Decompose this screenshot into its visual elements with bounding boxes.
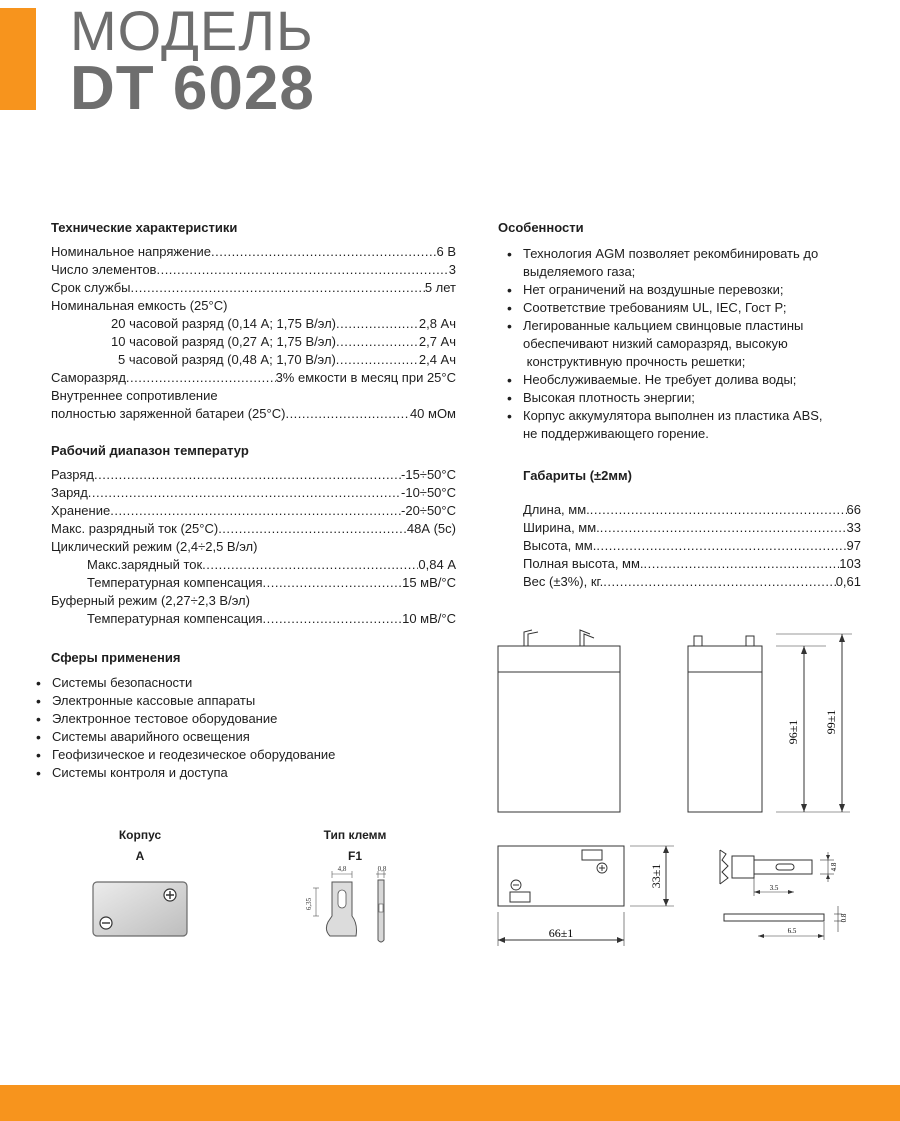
buffer-temp-comp: Температурная компенсация ..... 10 мВ/°С — [87, 610, 456, 628]
dim-row-width: Ширина, мм. ..... 33 — [523, 519, 861, 537]
applications-heading: Сферы применения — [51, 650, 181, 665]
tab-height-label: 4.8 — [830, 862, 838, 872]
terminal-diagram — [300, 864, 410, 954]
minus-terminal-icon — [100, 917, 112, 929]
title-line-1: МОДЕЛЬ — [70, 0, 314, 62]
buffer-heading: Буферный режим (2,27÷2,3 В/эл) — [51, 593, 250, 608]
case-diagram — [88, 876, 192, 942]
tab-thickness-label: 0.8 — [840, 913, 848, 923]
list-item: • Системы контроля и доступа — [36, 764, 335, 782]
footer-bar — [0, 1085, 900, 1121]
list-item: • Легированные кальцием свинцовые пластины обеспечивают низкий саморазряд, высокую конструктивную прочность решетки; — [501, 317, 881, 371]
list-item: • Системы аварийного освещения — [36, 728, 335, 746]
list-item: • Электронные кассовые аппараты — [36, 692, 335, 710]
dim-row-height: Высота, мм. ..... 97 — [523, 537, 861, 555]
temp-row-max-current: Макс. разрядный ток (25°С) ..... 48А (5с) — [51, 520, 456, 538]
accent-bar — [0, 8, 36, 110]
dim-row-total-height: Полная высота, мм. ..... 103 — [523, 555, 861, 573]
spec-row-resistance: полностью заряженной батареи (25°С) ..... 40 мОм — [51, 405, 456, 423]
features-heading: Особенности — [498, 220, 584, 235]
temp-row-discharge: Разряд ..... -15÷50°С — [51, 466, 456, 484]
tab-length-label: 6.5 — [787, 927, 797, 935]
top-view-diagram — [490, 838, 690, 958]
cyclic-heading: Циклический режим (2,4÷2,5 В/эл) — [51, 539, 258, 554]
model-title: DT 6028 — [70, 54, 315, 123]
terminal-width-label: 4,8 — [337, 865, 347, 873]
minus-icon — [511, 880, 521, 890]
list-item: • Системы безопасности — [36, 674, 335, 692]
temp-row-charge: Заряд ..... -10÷50°С — [51, 484, 456, 502]
spec-row-5h: 5 часовой разряд (0,48 А; 1,70 В/эл) ..... 2,4 Ач — [118, 351, 456, 369]
temp-row-storage: Хранение ..... -20÷50°С — [51, 502, 456, 520]
terminal-label: Тип клемм — [323, 828, 387, 842]
terminal-height-label: 6,35 — [305, 897, 313, 911]
cyclic-max-current: Макс.зарядный ток ..... 0,84 А — [87, 556, 456, 574]
spec-row-self-discharge: Саморазряд ..... 3% емкости в месяц при 25°С — [51, 369, 456, 387]
list-item: • Электронное тестовое оборудование — [36, 710, 335, 728]
spec-row-voltage: Номинальное напряжение ..... 6 В — [51, 243, 456, 261]
spec-row-10h: 10 часовой разряд (0,27 А; 1,75 В/эл) ..... 2,7 Ач — [111, 333, 456, 351]
cyclic-temp-comp: Температурная компенсация ..... 15 мВ/°С — [87, 574, 456, 592]
height-dim-label-1: 96±1 — [786, 719, 800, 745]
front-side-view-diagram — [490, 622, 870, 822]
spec-row-20h: 20 часовой разряд (0,14 А; 1,75 В/эл) ..... 2,8 Ач — [111, 315, 456, 333]
terminal-thickness-label: 0,8 — [377, 865, 387, 873]
terminal-detail-diagram — [712, 840, 862, 950]
specs-heading: Технические характеристики — [51, 220, 238, 235]
tab-width-label: 3.5 — [769, 884, 779, 892]
dim-row-length: Длина, мм. ..... 66 — [523, 501, 861, 519]
list-item: • Технология AGM позволяет рекомбинировать до выделяемого газа; — [501, 245, 881, 281]
list-item: • Соответствие требованиям UL, IEC, Гост Р; — [501, 299, 881, 317]
spec-row-cells: Число элементов ..... 3 — [51, 261, 456, 279]
list-item: • Геофизическое и геодезическое оборудование — [36, 746, 335, 764]
applications-list — [36, 674, 335, 782]
terminal-value: F1 — [347, 849, 362, 863]
capacity-heading: Номинальная емкость (25°С) — [51, 298, 228, 313]
case-label: Корпус — [118, 828, 162, 842]
width-dim-label: 33±1 — [649, 863, 663, 889]
length-dim-label: 66±1 — [548, 926, 574, 940]
internal-resistance-line1: Внутреннее сопротивление — [51, 388, 218, 403]
list-item: • Корпус аккумулятора выполнен из пластика ABS, не поддерживающего горение. — [501, 407, 881, 443]
dim-row-weight: Вес (±3%), кг. ..... 0,61 — [523, 573, 861, 591]
temperature-heading: Рабочий диапазон температур — [51, 443, 249, 458]
features-list — [501, 245, 881, 443]
spec-row-life: Срок службы ..... 5 лет — [51, 279, 456, 297]
case-value: А — [135, 849, 145, 863]
dimensions-heading: Габариты (±2мм) — [523, 468, 632, 483]
plus-icon — [597, 863, 607, 873]
plus-terminal-icon — [164, 889, 176, 901]
list-item: • Высокая плотность энергии; — [501, 389, 881, 407]
list-item: • Нет ограничений на воздушные перевозки; — [501, 281, 881, 299]
list-item: • Необслуживаемые. Не требует долива воды; — [501, 371, 881, 389]
height-dim-label-2: 99±1 — [824, 709, 838, 735]
